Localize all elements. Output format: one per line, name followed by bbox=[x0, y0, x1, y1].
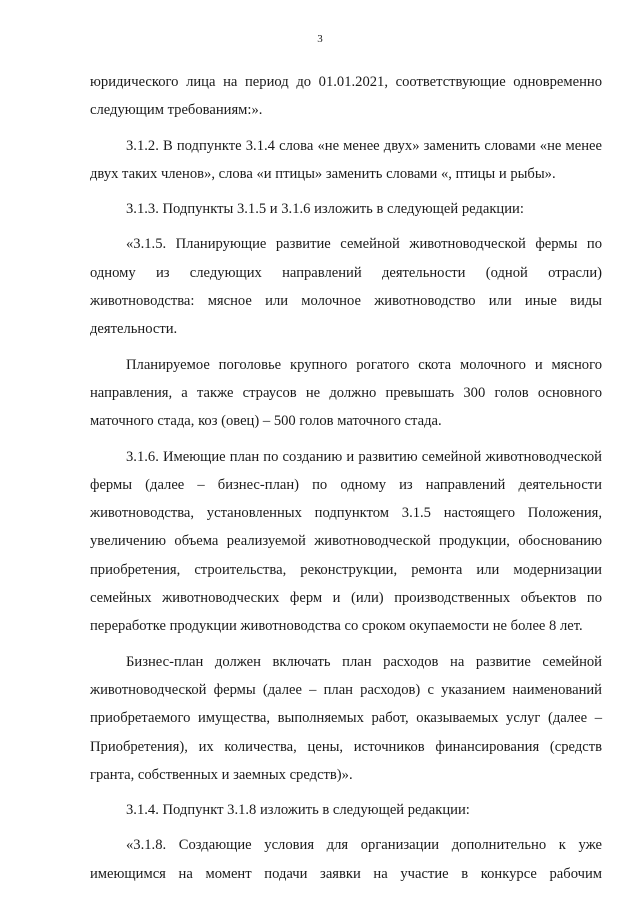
paragraph-business-plan: Бизнес-план должен включать план расходов на развитие семейной животноводческой фермы (далее – план расходов) с указанием наименований приобретаемого имущества, выполняемых работ, оказываемых услуг (далее – Приобретения), их количества, цены, источников финансирования (средств гранта, собственных и заемных средств)». bbox=[90, 653, 602, 783]
paragraph-3-1-6: 3.1.6. Имеющие план по созданию и развитию семейной животноводческой фермы (далее – бизнес-план) по одному из направлений деятельности животноводства, установленных подпунктом 3.1.5 настоящего Положения, увеличению объема реализуемой животноводческой продукции, обоснованию приобретения, строительства, реконструкции, ремонта или модернизации семейных животноводческих ферм и (или) производственных объектов по переработке продукции животноводства со сроком окупаемости не более 8 лет. bbox=[90, 448, 602, 635]
paragraph-quote-3-1-5: «3.1.5. Планирующие развитие семейной животноводческой фермы по одному из следующих направлений деятельности (одной отрасли) животноводства: мясное или молочное животноводство или иные виды деятельности. bbox=[90, 236, 602, 338]
paragraph-3-1-3: 3.1.3. Подпункты 3.1.5 и 3.1.6 изложить в следующей редакции: bbox=[126, 201, 524, 218]
page-number: 3 bbox=[317, 33, 323, 45]
document-body bbox=[90, 68, 602, 888]
paragraph-continuation: юридического лица на период до 01.01.2021, соответствующие одновременно следующим требованиям:». bbox=[90, 74, 602, 119]
paragraph-3-1-2: 3.1.2. В подпункте 3.1.4 слова «не менее двух» заменить словами «не менее двух таких членов», слова «и птицы» заменить словами «, птицы и рыбы». bbox=[90, 137, 602, 182]
paragraph-quote-3-1-8: «3.1.8. Создающие условия для организации дополнительно к уже имеющимся на момент подачи заявки на участие в конкурсе рабочим bbox=[90, 837, 602, 882]
paragraph-3-1-4: 3.1.4. Подпункт 3.1.8 изложить в следующей редакции: bbox=[126, 802, 470, 819]
paragraph-livestock-limit: Планируемое поголовье крупного рогатого скота молочного и мясного направления, а также страусов не должно превышать 300 голов основного маточного стада, коз (овец) – 500 голов маточного стада. bbox=[90, 356, 602, 430]
